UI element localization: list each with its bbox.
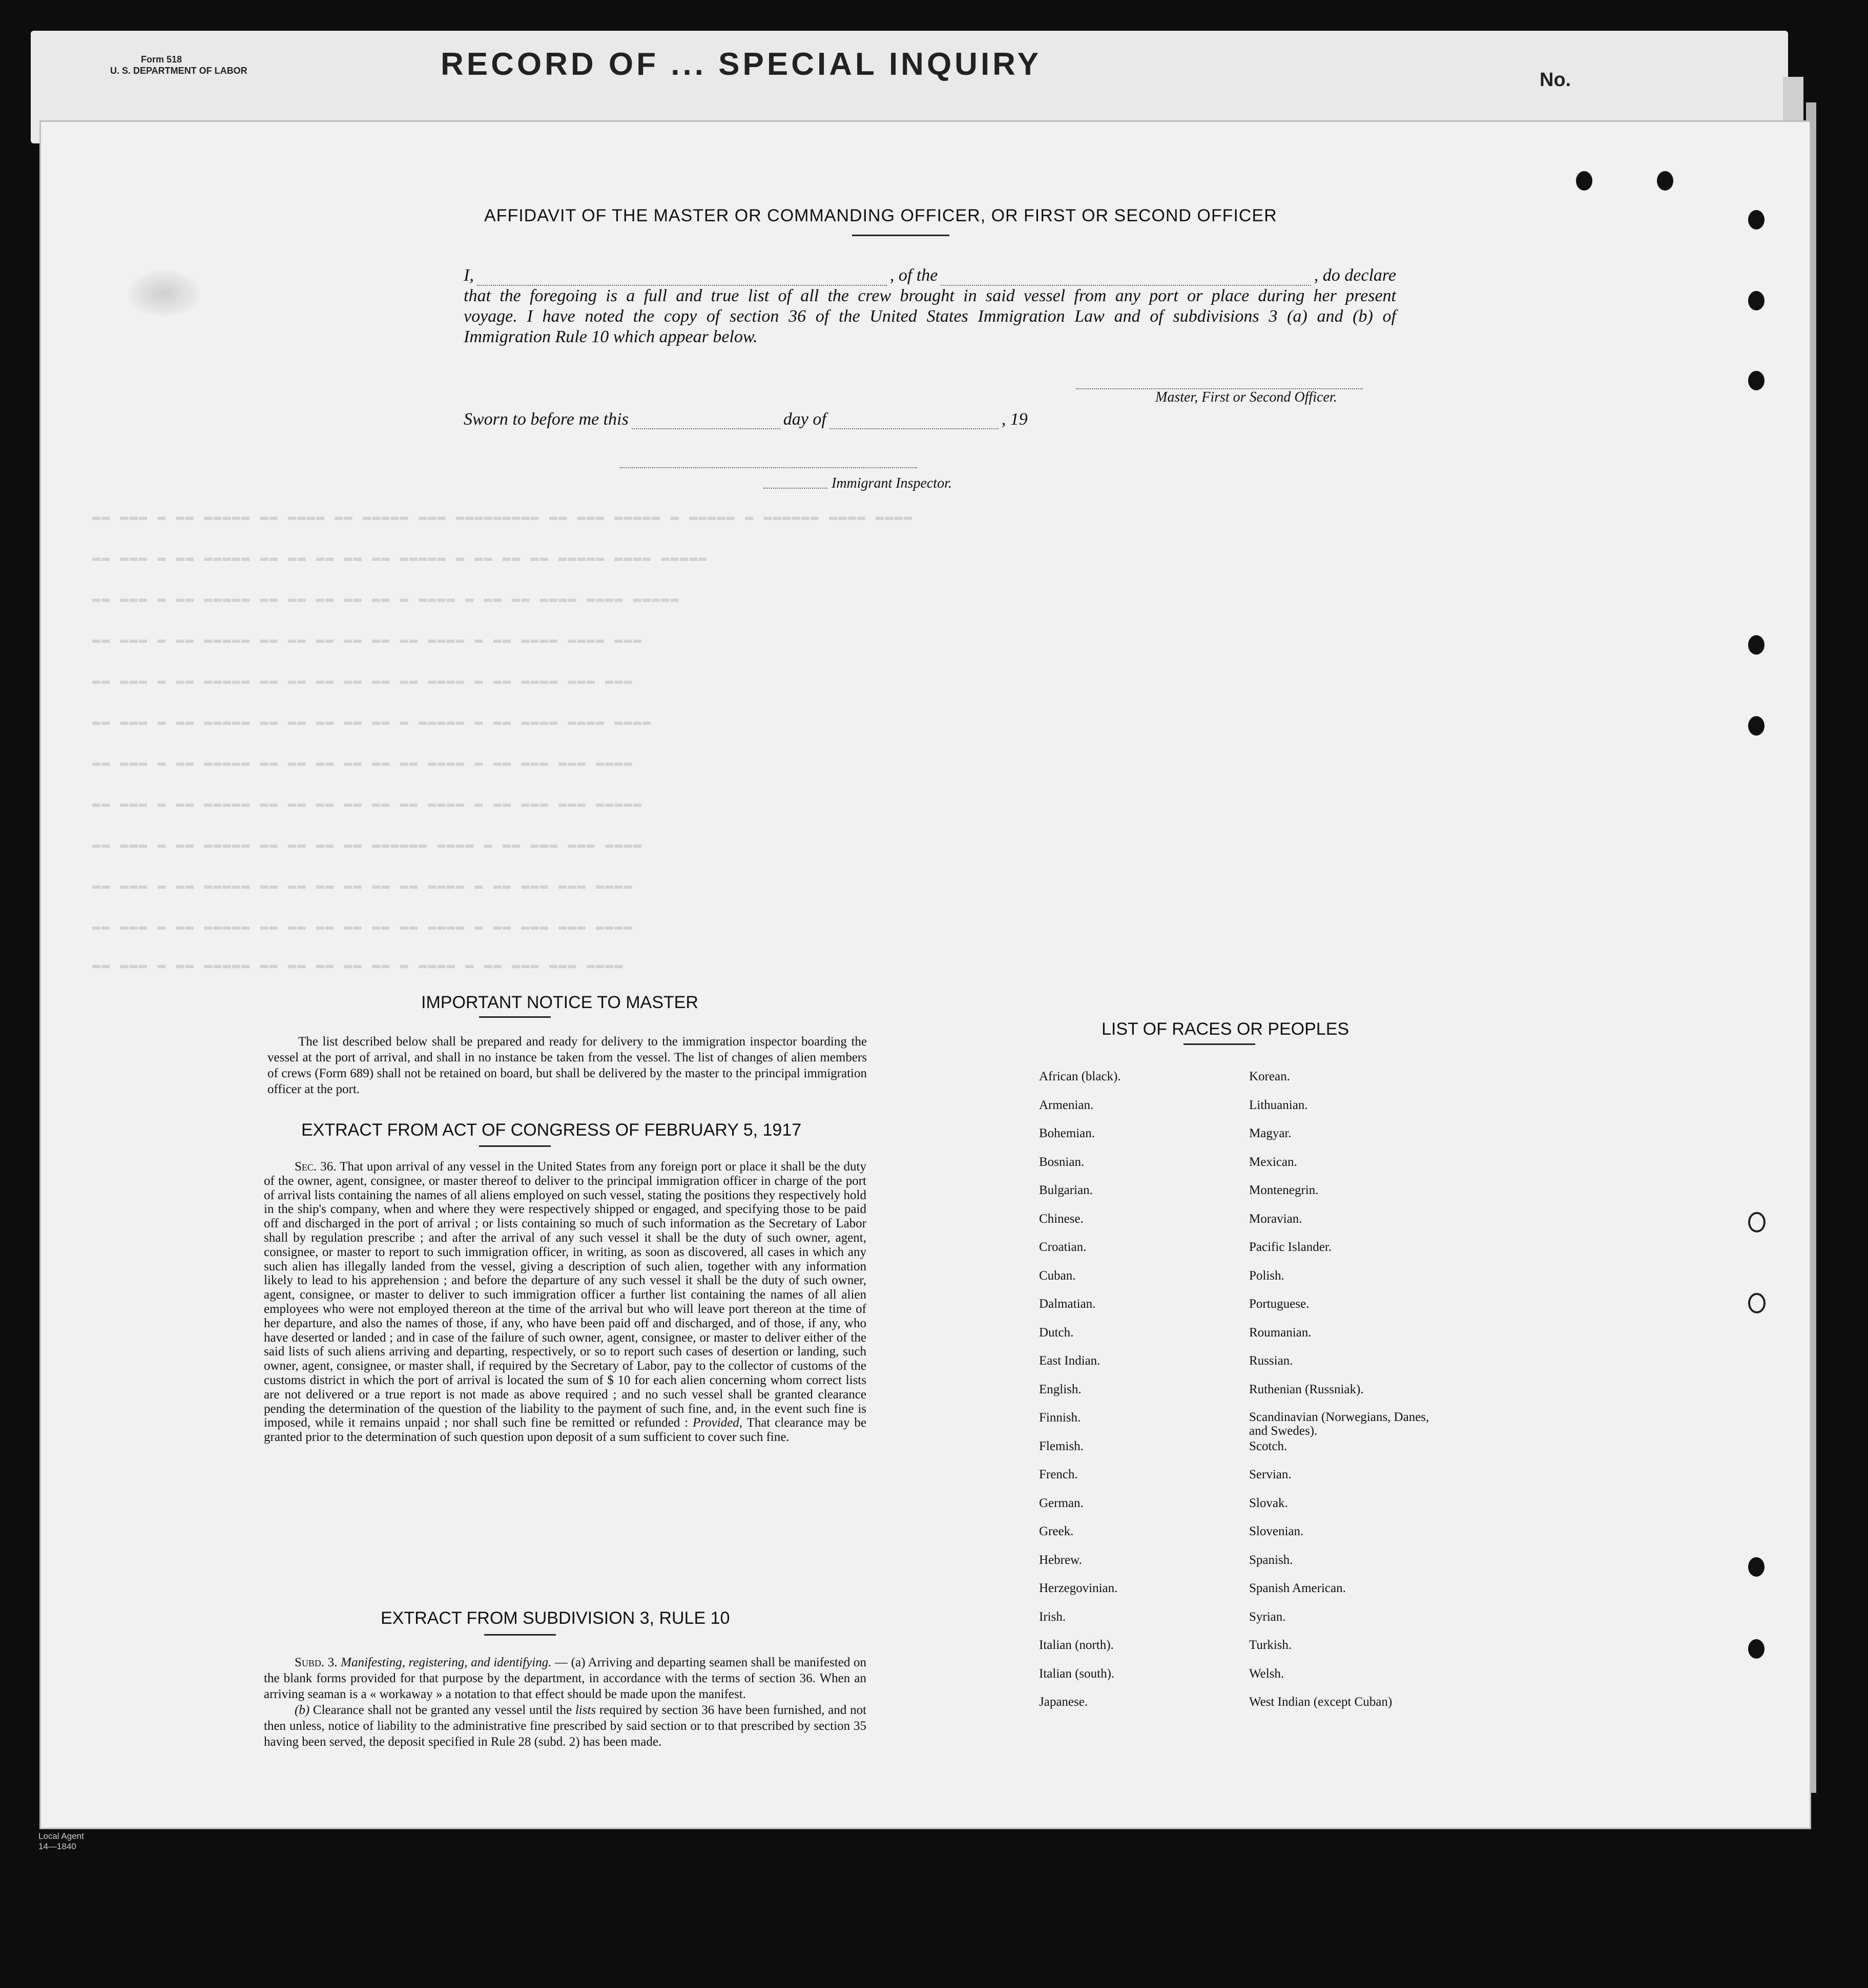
race-item: Finnish. bbox=[1039, 1411, 1081, 1425]
footer-note bbox=[38, 1831, 84, 1852]
inspector-signature-label: Immigrant Inspector. bbox=[832, 475, 952, 491]
act-body bbox=[264, 1160, 866, 1445]
declaration-line-3: voyage. I have noted the copy of section 36 of the United States Immigration Law and of subdivisions 3 (a) and (b) of bbox=[464, 307, 1396, 326]
punch-hole bbox=[1657, 171, 1673, 191]
race-item: Spanish. bbox=[1249, 1553, 1293, 1567]
punch-hole bbox=[1748, 291, 1765, 310]
affidavit-title: AFFIDAVIT OF THE MASTER OR COMMANDING OFFICER, OR FIRST OR SECOND OFFICER bbox=[484, 206, 1277, 225]
master-signature-label: Master, First or Second Officer. bbox=[1155, 389, 1337, 405]
declaration-line-1 bbox=[464, 265, 1396, 286]
race-item: West Indian (except Cuban) bbox=[1249, 1695, 1393, 1709]
footer-code: 14—1840 bbox=[38, 1841, 76, 1851]
subdivision-para-a bbox=[264, 1655, 866, 1702]
punch-hole bbox=[1748, 210, 1765, 229]
bleed-through-row: ▬▬ ▬▬▬ ▬ ▬▬ ▬▬▬▬▬ ▬▬ ▬▬ ▬▬ ▬▬ ▬▬ ▬ ▬▬▬▬▬ ▬ ▬▬ ▬▬▬▬ ▬▬▬▬ ▬▬▬▬ bbox=[92, 715, 652, 730]
bleed-through-row: ▬▬ ▬▬▬ ▬ ▬▬ ▬▬▬▬▬ ▬▬ ▬▬ ▬▬ ▬▬ ▬▬ ▬▬ ▬▬▬▬ ▬ ▬▬ ▬▬▬▬ ▬▬▬▬ ▬▬▬ bbox=[92, 633, 642, 648]
race-item: Lithuanian. bbox=[1249, 1098, 1308, 1112]
race-item: Italian (south). bbox=[1039, 1666, 1115, 1681]
race-item: Russian. bbox=[1249, 1354, 1293, 1368]
race-item: Scandinavian (Norwegians, Danes, and Swedes). bbox=[1249, 1410, 1429, 1438]
form-number: Form 518 bbox=[141, 54, 182, 65]
subd-a-marker: — (a) bbox=[555, 1656, 586, 1669]
punch-hole bbox=[1748, 716, 1765, 736]
race-item: Greek. bbox=[1039, 1524, 1074, 1538]
subd-b-text-1: Clearance shall not be granted any vessel until the bbox=[313, 1703, 572, 1717]
act-heading: EXTRACT FROM ACT OF CONGRESS OF FEBRUARY 5, 1917 bbox=[301, 1120, 802, 1140]
underlying-title: RECORD OF ... SPECIAL INQUIRY bbox=[441, 47, 1042, 82]
race-item: Bulgarian. bbox=[1039, 1183, 1093, 1197]
bleed-through-row: ▬▬ ▬▬▬ ▬ ▬▬ ▬▬▬▬▬ ▬▬ ▬▬ ▬▬ ▬▬ ▬▬ ▬▬▬▬▬ ▬ ▬▬ ▬▬ ▬▬ ▬▬▬▬▬ ▬▬▬▬ ▬▬▬▬▬ bbox=[92, 551, 708, 566]
sworn-day-of: day of bbox=[783, 410, 826, 429]
punch-hole bbox=[1576, 171, 1592, 191]
race-item: Pacific Islander. bbox=[1249, 1240, 1332, 1254]
race-item: Servian. bbox=[1249, 1468, 1292, 1481]
race-item: Moravian. bbox=[1249, 1211, 1302, 1226]
race-item: Bosnian. bbox=[1039, 1155, 1085, 1169]
affidavit-page bbox=[41, 122, 1810, 1828]
declaration-line-2: that the foregoing is a full and true list of all the crew brought in said vessel from any port or place during her present bbox=[464, 286, 1396, 305]
underlying-number-label: No. bbox=[1540, 69, 1571, 91]
bleed-through-row: ▬▬ ▬▬▬ ▬ ▬▬ ▬▬▬▬▬ ▬▬ ▬▬ ▬▬ ▬▬ ▬▬ ▬▬ ▬▬▬▬ ▬ ▬▬ ▬▬▬ ▬▬▬ ▬▬▬▬ bbox=[92, 878, 633, 894]
subd-label: Subd. 3. bbox=[295, 1656, 338, 1669]
race-item: Cuban. bbox=[1039, 1268, 1076, 1283]
race-item: Dalmatian. bbox=[1039, 1297, 1096, 1311]
act-provided-label: Provided, bbox=[693, 1416, 742, 1430]
race-item: Bohemian. bbox=[1039, 1126, 1095, 1140]
race-item: Polish. bbox=[1249, 1268, 1284, 1283]
race-item: African (black). bbox=[1039, 1070, 1121, 1083]
race-item: English. bbox=[1039, 1382, 1082, 1396]
name-blank[interactable] bbox=[477, 271, 887, 286]
race-item: Korean. bbox=[1249, 1070, 1290, 1083]
punch-hole bbox=[1748, 635, 1765, 655]
act-section-label: Sec. 36. bbox=[295, 1160, 337, 1174]
punch-hole bbox=[1748, 1557, 1765, 1577]
subd-b-text-2: required by section 36 have been furnished, and not then unless, notice of liability to the administrative fine prescribed by said section or to that prescribed by section 35 having been served, the deposit specified in Rule 28 (subd. 2) has been made. bbox=[264, 1703, 867, 1749]
race-item: Roumanian. bbox=[1249, 1325, 1312, 1340]
race-item: German. bbox=[1039, 1496, 1084, 1510]
subdivision-underline bbox=[484, 1634, 556, 1636]
race-item: Hebrew. bbox=[1039, 1553, 1082, 1567]
race-item: Chinese. bbox=[1039, 1211, 1084, 1226]
race-item: Spanish American. bbox=[1249, 1581, 1346, 1595]
punch-hole bbox=[1748, 1639, 1765, 1659]
bleed-through-row: ▬▬ ▬▬▬ ▬ ▬▬ ▬▬▬▬▬ ▬▬ ▬▬▬▬ ▬▬ ▬▬▬▬▬ ▬▬▬ ▬▬▬▬▬▬▬▬▬ ▬▬ ▬▬▬ ▬▬▬▬▬ ▬ ▬▬▬▬▬ ▬ ▬▬▬▬▬▬ ▬▬▬▬ ▬▬▬▬ bbox=[92, 510, 913, 525]
race-item: Flemish. bbox=[1039, 1439, 1084, 1453]
bleed-through-row: ▬▬ ▬▬▬ ▬ ▬▬ ▬▬▬▬▬ ▬▬ ▬▬ ▬▬ ▬▬ ▬▬ ▬ ▬▬▬▬ ▬ ▬▬ ▬▬ ▬▬▬▬ ▬▬▬▬ ▬▬▬▬▬ bbox=[92, 592, 680, 607]
race-item: Syrian. bbox=[1249, 1609, 1286, 1624]
race-item: Italian (north). bbox=[1039, 1638, 1114, 1652]
sworn-day-blank[interactable] bbox=[632, 415, 780, 429]
race-item: Croatian. bbox=[1039, 1240, 1087, 1254]
declaration-do-declare: , do declare bbox=[1314, 266, 1396, 285]
race-item: Ruthenian (Russniak). bbox=[1249, 1382, 1364, 1396]
race-item: Slovak. bbox=[1249, 1496, 1288, 1510]
race-item: Montenegrin. bbox=[1249, 1183, 1319, 1197]
sworn-year-prefix: , 19 bbox=[1001, 410, 1028, 429]
races-heading: LIST OF RACES OR PEOPLES bbox=[1102, 1019, 1350, 1039]
rank-blank[interactable] bbox=[941, 271, 1311, 286]
inspector-signature-line[interactable] bbox=[620, 467, 917, 468]
subdivision-body bbox=[264, 1655, 866, 1750]
race-item: Mexican. bbox=[1249, 1155, 1297, 1169]
subd-title: Manifesting, registering, and identifying. bbox=[341, 1656, 552, 1669]
footer-agent: Local Agent bbox=[38, 1831, 84, 1841]
act-text: That upon arrival of any vessel in the United States from any foreign port or place it shall be the duty of the owner, agent, consignee, or master thereof to deliver to the principal immigration officer in charge of the port of arrival lists containing the names of all aliens employed on such vessel, stating the positions they respectively hold in the ship's company, when and where they were respectively shipped or engaged, and specifying those to be paid off and discharged in the port of arrival ; or lists containing so much of such information as the Secretary of Labor shall by regulation prescribe ; and after the arrival of any such vessel it shall be the duty of such owner, agent, consignee, or master to report to such immigration officer, in writing, as soon as discovered, all cases in which any such alien has illegally landed from the vessel, giving a description of such alien, together with any information likely to lead to his apprehension ; and before the departure of any such vessel it shall be the duty of such owner, agent, consignee, or master to deliver to such immigration officer a further list containing the names of all alien employees who were not employed thereon at the time of the arrival but who will leave port thereon at the time of her departure, and also the names of those, if any, who have been paid off and discharged, and of those, if any, who have deserted or landed ; and in case of the failure of such owner, agent, consignee, or master to deliver either of the said lists of such aliens arriving and departing, respectively, or so to report such cases of desertion or landing, such owner, agent, consignee, or master shall, if required by the Secretary of Labor, pay to the collector of customs of the customs district in which the port of arrival is located the sum of $ 10 for each alien concerning whom correct lists are not delivered or a true report is not made as above required ; and no such vessel shall be granted clearance pending the determination of the question of the liability to the payment of such fine, and, in the event such fine is imposed, while it remains unpaid ; nor shall such fine be remitted or refunded : bbox=[264, 1160, 866, 1430]
bleed-through-row: ▬▬ ▬▬▬ ▬ ▬▬ ▬▬▬▬▬ ▬▬ ▬▬ ▬▬ ▬▬ ▬▬ ▬ ▬▬▬▬ ▬ ▬▬ ▬▬▬ ▬▬▬ ▬▬▬▬ bbox=[92, 958, 624, 973]
race-item: Portuguese. bbox=[1249, 1297, 1310, 1311]
notice-body: The list described below shall be prepared and ready for delivery to the immigration inspector boarding the vessel at the port of arrival, and shall in no instance be taken from the vessel. The list of changes of alien members of crews (Form 689) shall not be retained on board, but shall be delivered by the master to the principal immigration officer at the port. bbox=[267, 1035, 867, 1096]
races-column-right bbox=[1249, 1069, 1439, 1723]
punch-hole bbox=[1748, 1293, 1766, 1313]
faded-stamp bbox=[128, 270, 200, 317]
bleed-through-row: ▬▬ ▬▬▬ ▬ ▬▬ ▬▬▬▬▬ ▬▬ ▬▬ ▬▬ ▬▬ ▬▬ ▬▬ ▬▬▬▬ ▬ ▬▬ ▬▬▬▬ ▬▬▬ ▬▬▬ bbox=[92, 674, 633, 689]
subd-b-marker: (b) bbox=[295, 1703, 310, 1717]
declaration-block bbox=[464, 265, 1396, 347]
sworn-line bbox=[464, 410, 1028, 429]
notice-underline bbox=[479, 1016, 551, 1018]
punch-hole bbox=[1748, 371, 1765, 390]
title-underline bbox=[852, 235, 949, 236]
bleed-through-row: ▬▬ ▬▬▬ ▬ ▬▬ ▬▬▬▬▬ ▬▬ ▬▬ ▬▬ ▬▬ ▬▬ ▬▬ ▬▬▬▬ ▬ ▬▬ ▬▬▬ ▬▬▬ ▬▬▬▬ bbox=[92, 919, 633, 935]
act-underline bbox=[479, 1145, 551, 1147]
race-item: Irish. bbox=[1039, 1609, 1066, 1624]
subdivision-para-b bbox=[264, 1702, 866, 1750]
punch-hole bbox=[1748, 1212, 1766, 1232]
department-name: U. S. DEPARTMENT OF LABOR bbox=[110, 66, 247, 76]
race-item: Magyar. bbox=[1249, 1126, 1292, 1140]
race-item: Scotch. bbox=[1249, 1439, 1288, 1453]
race-item: French. bbox=[1039, 1468, 1078, 1481]
bleed-through-row: ▬▬ ▬▬▬ ▬ ▬▬ ▬▬▬▬▬ ▬▬ ▬▬ ▬▬ ▬▬ ▬▬ ▬▬ ▬▬▬▬ ▬ ▬▬ ▬▬▬ ▬▬▬ ▬▬▬▬ bbox=[92, 756, 633, 771]
notice-heading: IMPORTANT NOTICE TO MASTER bbox=[421, 993, 698, 1012]
race-item: Herzegovinian. bbox=[1039, 1581, 1118, 1595]
race-item: Japanese. bbox=[1039, 1695, 1088, 1709]
race-item: Welsh. bbox=[1249, 1666, 1284, 1681]
race-item: Slovenian. bbox=[1249, 1524, 1304, 1538]
declaration-line-4: Immigration Rule 10 which appear below. bbox=[464, 327, 758, 346]
sworn-prefix: Sworn to before me this bbox=[464, 410, 629, 429]
race-item: East Indian. bbox=[1039, 1354, 1101, 1368]
act-provided-text: That clearance may be granted prior to the determination of such question upon deposit of a sum sufficient to cover such fine. bbox=[264, 1416, 866, 1445]
subd-b-lists: lists bbox=[575, 1703, 596, 1717]
race-item: Dutch. bbox=[1039, 1325, 1074, 1340]
bleed-through-row: ▬▬ ▬▬▬ ▬ ▬▬ ▬▬▬▬▬ ▬▬ ▬▬ ▬▬ ▬▬ ▬▬▬▬▬▬ ▬▬▬▬ ▬ ▬▬ ▬▬▬ ▬▬▬ ▬▬▬▬ bbox=[92, 838, 642, 853]
declaration-of-the: , of the bbox=[889, 266, 938, 285]
races-column-left bbox=[1039, 1069, 1121, 1723]
inspector-signature-line[interactable] bbox=[763, 488, 827, 489]
races-underline bbox=[1184, 1043, 1255, 1045]
race-item: Armenian. bbox=[1039, 1098, 1094, 1112]
subdivision-heading: EXTRACT FROM SUBDIVISION 3, RULE 10 bbox=[381, 1608, 730, 1628]
underlying-form-header bbox=[110, 54, 247, 76]
sworn-month-blank[interactable] bbox=[829, 415, 999, 429]
bleed-through-row: ▬▬ ▬▬▬ ▬ ▬▬ ▬▬▬▬▬ ▬▬ ▬▬ ▬▬ ▬▬ ▬▬ ▬▬ ▬▬▬▬ ▬ ▬▬ ▬▬▬ ▬▬▬ ▬▬▬▬▬ bbox=[92, 797, 642, 812]
race-item: Turkish. bbox=[1249, 1638, 1292, 1652]
subd-a-text: Arriving and departing seamen shall be manifested on the blank forms provided for that purpose by the department, in accordance with the terms of section 36. When an arriving seaman is a « workaway » a notation to that effect should be made upon the manifest. bbox=[264, 1656, 867, 1701]
declaration-pronoun: I, bbox=[464, 266, 474, 285]
